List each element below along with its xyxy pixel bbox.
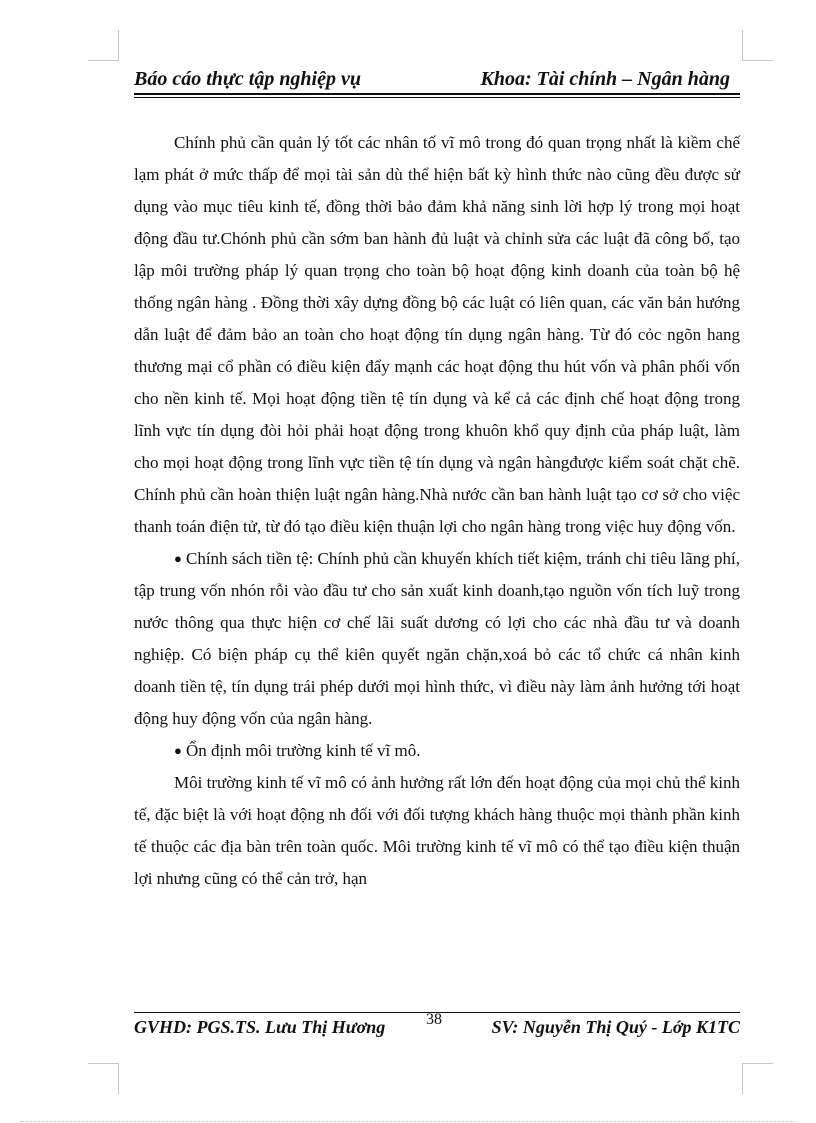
- bullet-monetary-policy-text: Chính sách tiền tệ: Chính phủ cần khuyến khích tiết kiệm, tránh chi tiêu lãng phí, tập trung vốn nhón rỗi vào đầu tư cho sản xuất kinh doanh,tạo nguồn vốn tích luỹ trong nước thông qua thực hiện cơ chế lãi suất dương có lợi cho các nhà đầu tư và doanh nghiệp. Có biện pháp cụ thể kiên quyết ngăn chặn,xoá bỏ các tổ chức cá nhân kinh doanh tiền tệ, tín dụng trái phép dưới mọi hình thức, vì điều này làm ảnh hưởng tới hoạt động huy động vốn của ngân hàng.: [134, 549, 740, 728]
- paragraph-macro-environment: Môi trường kinh tế vĩ mô có ảnh hưởng rất lớn đến hoạt động của mọi chủ thể kinh tế, đặc biệt là với hoạt động nh đối với đối tượng khách hàng thuộc mọi thành phần kinh tế thuộc các địa bàn trên toàn quốc. Môi trường kinh tế vĩ mô có thể tạo điều kiện thuận lợi nhưng cũng có thể cản trở, hạn: [134, 773, 740, 888]
- page-number: 38: [426, 1011, 442, 1028]
- crop-mark-bottom-right: [742, 1063, 773, 1094]
- page-header: [134, 66, 740, 92]
- crop-mark-top-left: [88, 30, 119, 61]
- header-rule-thin: [134, 97, 740, 98]
- bullet-macro-stability: [134, 735, 740, 767]
- bullet-macro-stability-text: Ổn định môi trường kinh tế vĩ mô.: [186, 741, 421, 760]
- bullet-dot-icon: ●: [174, 743, 182, 758]
- crop-mark-bottom-left: [88, 1063, 119, 1094]
- footer-supervisor: GVHD: PGS.TS. Lưu Thị Hương: [134, 1017, 386, 1037]
- bullet-dot-icon: ●: [174, 551, 182, 566]
- header-report-title: Báo cáo thực tập nghiệp vụ: [134, 68, 361, 90]
- footer-student: SV: Nguyễn Thị Quý - Lớp K1TC: [491, 1017, 740, 1037]
- body-text: [134, 127, 740, 895]
- crop-mark-top-right: [742, 30, 773, 61]
- page-footer: [134, 1011, 740, 1043]
- header-rule-thick: [134, 93, 740, 95]
- bullet-monetary-policy: [134, 543, 740, 735]
- page-boundary-dotted-line: [20, 1121, 796, 1122]
- header-faculty: Khoa: Tài chính – Ngân hàng: [480, 68, 730, 90]
- paragraph-government-policy: Chính phủ cần quản lý tốt các nhân tố vĩ mô trong đó quan trọng nhất là kiềm chế lạm phát ở mức thấp để mọi tài sản dù thể hiện bất kỳ hình thức nào cũng đều được sử dụng vào mục tiêu kinh tế, đồng thời bảo đảm khả năng sinh lời hợp lý trong mọi hoạt động đầu tư.Chónh phủ cần sớm ban hành đủ luật và chỉnh sửa các luật đã công bố, tạo lập môi trường pháp lý quan trọng cho toàn bộ hoạt động kinh doanh của toàn bộ hệ thống ngân hàng . Đồng thời xây dựng đồng bộ các luật có liên quan, các văn bản hướng dẫn luật để đảm bảo an toàn cho hoạt động tín dụng ngân hàng. Từ đó cỏc ngõn hang thương mại cổ phần có điều kiện đẩy mạnh các hoạt động thu hút vốn và phân phối vốn cho nền kinh tế. Mọi hoạt động tiền tệ tín dụng và kể cả các định chế hoạt động trong lĩnh vực tín dụng đòi hỏi phải hoạt động trong khuôn khổ quy định của pháp luật, làm cho mọi hoạt động trong lĩnh vực tiền tệ tín dụng và ngân hàngđược kiểm soát chặt chẽ. Chính phủ cần hoàn thiện luật ngân hàng.Nhà nước cần ban hành luật tạo cơ sở cho việc thanh toán điện tử, từ đó tạo điều kiện thuận lợi cho ngân hàng trong việc huy động vốn.: [134, 133, 740, 536]
